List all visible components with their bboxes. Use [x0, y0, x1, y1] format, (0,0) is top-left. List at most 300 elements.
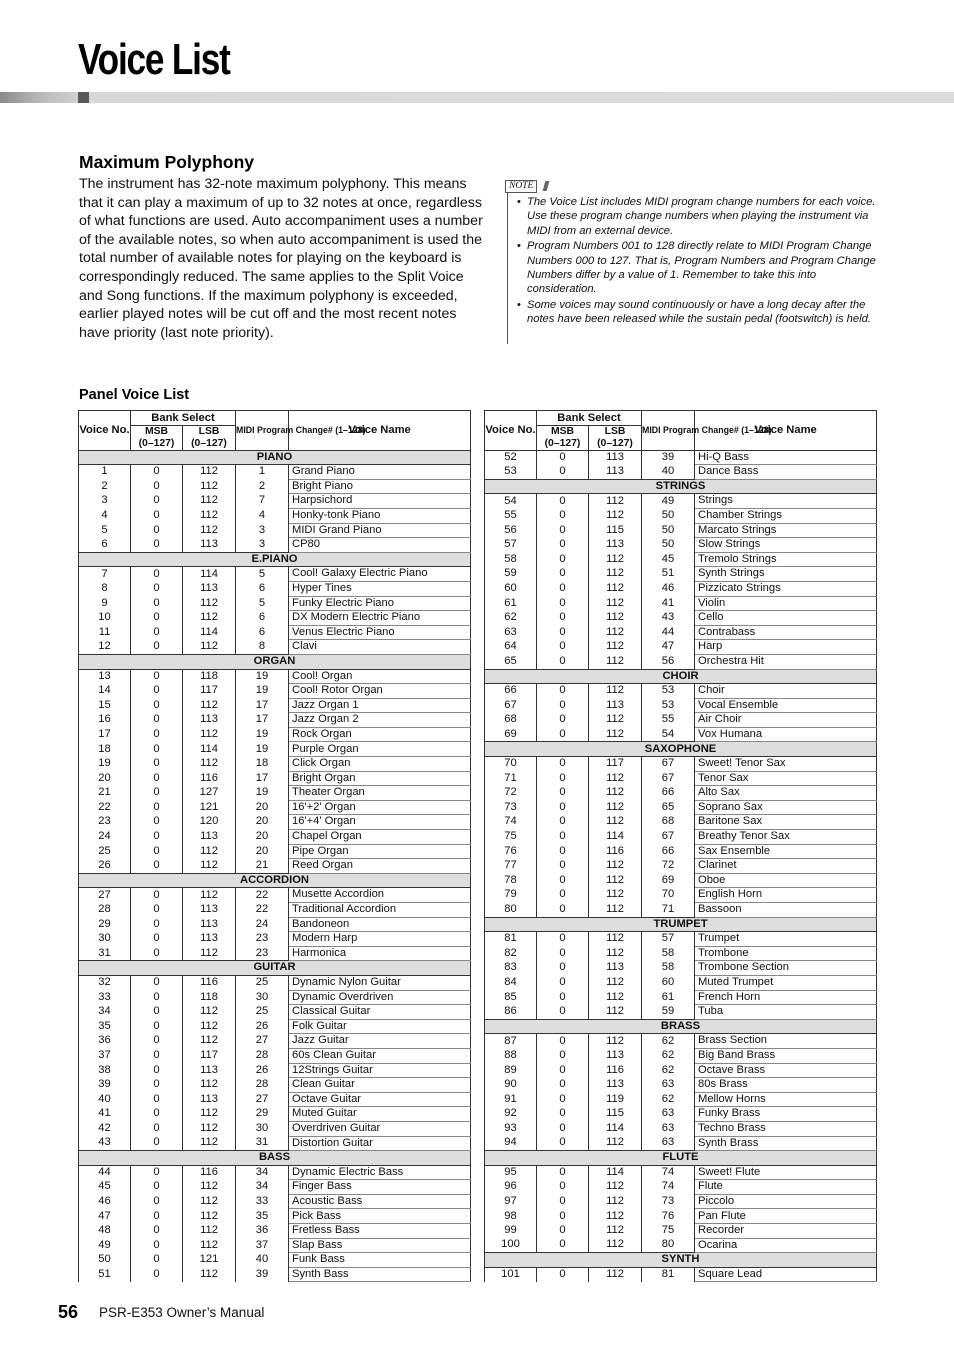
msb-cell: 0: [537, 654, 589, 669]
program-change-cell: 3: [236, 538, 289, 553]
lsb-cell: 112: [589, 611, 642, 626]
lsb-cell: 112: [589, 873, 642, 888]
program-change-cell: 34: [236, 1180, 289, 1195]
table-row: [79, 596, 471, 611]
voice-no-cell: 94: [485, 1136, 537, 1151]
table-row: [485, 625, 877, 640]
lsb-cell: 118: [183, 990, 236, 1005]
voice-name-cell: Muted Trumpet: [695, 975, 877, 990]
lsb-cell: 112: [183, 844, 236, 859]
voice-name-cell: Clavi: [289, 640, 471, 655]
lsb-cell: 113: [183, 1063, 236, 1078]
table-row: [79, 932, 471, 947]
table-row: [485, 698, 877, 713]
voice-name-cell: 16'+4' Organ: [289, 815, 471, 830]
voice-no-cell: 46: [79, 1194, 131, 1209]
msb-cell: 0: [537, 946, 589, 961]
midi-program-header: MIDI Program Change# (1–128): [642, 411, 695, 451]
voice-name-cell: Orchestra Hit: [695, 654, 877, 669]
lsb-cell: 114: [183, 742, 236, 757]
voice-no-cell: 57: [485, 538, 537, 553]
msb-cell: 0: [537, 713, 589, 728]
voice-no-cell: 99: [485, 1224, 537, 1239]
lsb-cell: 112: [183, 508, 236, 523]
msb-cell: 0: [537, 1005, 589, 1020]
voice-no-cell: 85: [485, 990, 537, 1005]
voice-no-cell: 35: [79, 1019, 131, 1034]
voice-name-cell: Synth Bass: [289, 1267, 471, 1282]
program-change-cell: 17: [236, 771, 289, 786]
lsb-cell: 121: [183, 1253, 236, 1268]
program-change-cell: 53: [642, 684, 695, 699]
lsb-cell: 113: [183, 713, 236, 728]
lsb-cell: 112: [589, 1194, 642, 1209]
lsb-cell: 112: [589, 1034, 642, 1049]
msb-cell: 0: [131, 771, 183, 786]
bank-select-header: Bank Select: [131, 411, 236, 426]
voice-name-cell: English Horn: [695, 888, 877, 903]
voice-name-header: Voice Name: [289, 411, 471, 451]
lsb-cell: 114: [589, 1121, 642, 1136]
voice-no-cell: 5: [79, 523, 131, 538]
category-row: [485, 479, 877, 494]
msb-cell: 0: [131, 567, 183, 582]
voice-no-cell: 31: [79, 946, 131, 961]
voice-name-cell: Cool! Organ: [289, 669, 471, 684]
lsb-cell: 112: [183, 1078, 236, 1093]
voice-no-cell: 41: [79, 1107, 131, 1122]
category-label: GUITAR: [79, 961, 471, 976]
program-change-cell: 63: [642, 1107, 695, 1122]
table-row: [79, 1267, 471, 1282]
msb-cell: 0: [131, 611, 183, 626]
msb-cell: 0: [131, 1165, 183, 1180]
table-row: [79, 800, 471, 815]
program-change-cell: 2: [236, 479, 289, 494]
table-row: [485, 654, 877, 669]
lsb-cell: 114: [589, 1165, 642, 1180]
table-row: [485, 640, 877, 655]
msb-cell: 0: [537, 1224, 589, 1239]
voice-no-cell: 49: [79, 1238, 131, 1253]
category-row: [79, 450, 471, 465]
lsb-cell: 112: [589, 771, 642, 786]
msb-cell: 0: [131, 713, 183, 728]
note-box: [507, 180, 880, 344]
voice-no-cell: 51: [79, 1267, 131, 1282]
table-row: [485, 552, 877, 567]
voice-name-cell: Vocal Ensemble: [695, 698, 877, 713]
table-row: [485, 888, 877, 903]
msb-cell: 0: [131, 538, 183, 553]
voice-name-header: Voice Name: [695, 411, 877, 451]
table-row: [79, 1078, 471, 1093]
voice-no-cell: 101: [485, 1267, 537, 1282]
table-row: [79, 844, 471, 859]
voice-name-cell: Jazz Organ 1: [289, 698, 471, 713]
lsb-cell: 112: [589, 975, 642, 990]
program-change-cell: 18: [236, 757, 289, 772]
lsb-cell: 112: [589, 903, 642, 918]
program-change-cell: 19: [236, 727, 289, 742]
voice-name-cell: MIDI Grand Piano: [289, 523, 471, 538]
msb-cell: 0: [537, 611, 589, 626]
table-row: [79, 1136, 471, 1151]
program-change-cell: 67: [642, 771, 695, 786]
category-label: BASS: [79, 1151, 471, 1166]
lsb-cell: 113: [183, 538, 236, 553]
program-change-cell: 71: [642, 903, 695, 918]
lsb-cell: 112: [589, 888, 642, 903]
voice-name-cell: Hi-Q Bass: [695, 450, 877, 465]
program-change-cell: 61: [642, 990, 695, 1005]
table-row: [485, 903, 877, 918]
lsb-header: LSB (0–127): [589, 425, 642, 450]
program-change-cell: 4: [236, 508, 289, 523]
category-row: [79, 873, 471, 888]
lsb-cell: 116: [183, 975, 236, 990]
program-change-cell: 50: [642, 538, 695, 553]
lsb-cell: 112: [183, 1121, 236, 1136]
msb-cell: 0: [131, 917, 183, 932]
voice-name-cell: Recorder: [695, 1224, 877, 1239]
voice-name-cell: 60s Clean Guitar: [289, 1048, 471, 1063]
table-row: [485, 567, 877, 582]
msb-cell: 0: [131, 1092, 183, 1107]
program-change-cell: 62: [642, 1034, 695, 1049]
msb-cell: 0: [131, 815, 183, 830]
lsb-cell: 112: [183, 888, 236, 903]
lsb-cell: 112: [183, 1136, 236, 1151]
voice-no-cell: 90: [485, 1078, 537, 1093]
voice-no-cell: 50: [79, 1253, 131, 1268]
voice-no-cell: 58: [485, 552, 537, 567]
voice-table-left: [78, 410, 471, 1282]
msb-cell: 0: [131, 625, 183, 640]
program-change-cell: 20: [236, 800, 289, 815]
voice-no-cell: 82: [485, 946, 537, 961]
lsb-cell: 112: [589, 990, 642, 1005]
voice-no-cell: 96: [485, 1180, 537, 1195]
lsb-cell: 112: [183, 479, 236, 494]
voice-name-cell: Ocarina: [695, 1238, 877, 1253]
category-label: SAXOPHONE: [485, 742, 877, 757]
msb-cell: 0: [131, 669, 183, 684]
program-change-cell: 6: [236, 581, 289, 596]
lsb-cell: 112: [589, 713, 642, 728]
msb-cell: 0: [131, 1063, 183, 1078]
voice-no-cell: 39: [79, 1078, 131, 1093]
table-row: [485, 713, 877, 728]
program-change-cell: 5: [236, 596, 289, 611]
program-change-cell: 36: [236, 1224, 289, 1239]
lsb-cell: 114: [589, 830, 642, 845]
table-row: [79, 742, 471, 757]
msb-cell: 0: [537, 800, 589, 815]
note-item: • Some voices may sound continuously or have a long decay after the notes have been released while the sustain pedal (footswitch) is held.: [516, 298, 884, 327]
program-change-cell: 6: [236, 611, 289, 626]
program-change-cell: 65: [642, 800, 695, 815]
table-row: [79, 1238, 471, 1253]
table-row: [485, 523, 877, 538]
msb-cell: 0: [537, 1180, 589, 1195]
voice-no-cell: 16: [79, 713, 131, 728]
voice-name-cell: Marcato Strings: [695, 523, 877, 538]
program-change-cell: 17: [236, 713, 289, 728]
category-row: [79, 961, 471, 976]
voice-name-cell: Finger Bass: [289, 1180, 471, 1195]
voice-no-cell: 93: [485, 1121, 537, 1136]
msb-cell: 0: [131, 830, 183, 845]
voice-name-cell: Venus Electric Piano: [289, 625, 471, 640]
voice-name-cell: Sax Ensemble: [695, 844, 877, 859]
msb-cell: 0: [537, 523, 589, 538]
table-row: [79, 567, 471, 582]
program-change-cell: 19: [236, 742, 289, 757]
voice-name-cell: Chamber Strings: [695, 508, 877, 523]
voice-name-cell: DX Modern Electric Piano: [289, 611, 471, 626]
program-change-cell: 50: [642, 523, 695, 538]
note-tag: NOTE: [505, 180, 537, 193]
program-change-cell: 23: [236, 946, 289, 961]
voice-name-cell: Funky Electric Piano: [289, 596, 471, 611]
msb-cell: 0: [537, 1048, 589, 1063]
lsb-cell: 112: [589, 1224, 642, 1239]
table-row: [79, 917, 471, 932]
msb-cell: 0: [537, 873, 589, 888]
msb-cell: 0: [537, 859, 589, 874]
program-change-cell: 20: [236, 844, 289, 859]
table-row: [485, 1092, 877, 1107]
voice-name-cell: Slow Strings: [695, 538, 877, 553]
voice-no-cell: 79: [485, 888, 537, 903]
voice-name-cell: Trumpet: [695, 932, 877, 947]
lsb-cell: 112: [589, 552, 642, 567]
lsb-cell: 115: [589, 1107, 642, 1122]
lsb-cell: 112: [183, 465, 236, 480]
panel-voice-list-heading: Panel Voice List: [79, 387, 190, 403]
table-row: [79, 1048, 471, 1063]
lsb-cell: 113: [183, 917, 236, 932]
voice-name-cell: Octave Brass: [695, 1063, 877, 1078]
voice-name-cell: Big Band Brass: [695, 1048, 877, 1063]
voice-no-cell: 28: [79, 903, 131, 918]
msb-cell: 0: [537, 844, 589, 859]
table-row: [485, 961, 877, 976]
lsb-cell: 112: [183, 1005, 236, 1020]
voice-no-cell: 62: [485, 611, 537, 626]
table-row: [485, 684, 877, 699]
table-row: [485, 815, 877, 830]
msb-cell: 0: [537, 552, 589, 567]
table-row: [485, 771, 877, 786]
voice-no-cell: 1: [79, 465, 131, 480]
voice-name-cell: Bandoneon: [289, 917, 471, 932]
lsb-cell: 112: [183, 1238, 236, 1253]
category-row: [485, 917, 877, 932]
voice-no-cell: 80: [485, 903, 537, 918]
msb-cell: 0: [131, 1180, 183, 1195]
voice-no-cell: 63: [485, 625, 537, 640]
lsb-cell: 120: [183, 815, 236, 830]
voice-no-cell: 17: [79, 727, 131, 742]
lsb-cell: 113: [589, 698, 642, 713]
table-row: [485, 1078, 877, 1093]
voice-no-cell: 55: [485, 508, 537, 523]
msb-cell: 0: [131, 1034, 183, 1049]
voice-no-cell: 14: [79, 684, 131, 699]
lsb-cell: 112: [183, 698, 236, 713]
program-change-cell: 22: [236, 903, 289, 918]
lsb-cell: 117: [183, 684, 236, 699]
voice-no-header: Voice No.: [485, 411, 537, 451]
voice-name-cell: Funk Bass: [289, 1253, 471, 1268]
program-change-cell: 3: [236, 523, 289, 538]
program-change-cell: 6: [236, 625, 289, 640]
table-row: [79, 757, 471, 772]
voice-no-cell: 56: [485, 523, 537, 538]
voice-name-cell: Harpsichord: [289, 494, 471, 509]
voice-no-cell: 95: [485, 1165, 537, 1180]
voice-no-cell: 87: [485, 1034, 537, 1049]
table-row: [79, 698, 471, 713]
category-label: TRUMPET: [485, 917, 877, 932]
voice-no-cell: 22: [79, 800, 131, 815]
msb-cell: 0: [537, 903, 589, 918]
msb-cell: 0: [537, 1078, 589, 1093]
program-change-cell: 81: [642, 1267, 695, 1282]
lsb-cell: 116: [183, 771, 236, 786]
table-row: [79, 1034, 471, 1049]
voice-table-body: [485, 450, 877, 1282]
program-change-cell: 80: [642, 1238, 695, 1253]
voice-name-cell: Dynamic Nylon Guitar: [289, 975, 471, 990]
category-row: [485, 1019, 877, 1034]
table-row: [485, 465, 877, 480]
manual-title: PSR-E353 Owner’s Manual: [99, 1305, 265, 1320]
msb-cell: 0: [131, 946, 183, 961]
program-change-cell: 63: [642, 1136, 695, 1151]
msb-cell: 0: [131, 494, 183, 509]
voice-no-cell: 60: [485, 581, 537, 596]
category-label: BRASS: [485, 1019, 877, 1034]
voice-name-cell: Trombone Section: [695, 961, 877, 976]
lsb-cell: 112: [183, 1107, 236, 1122]
voice-no-cell: 11: [79, 625, 131, 640]
msb-cell: 0: [131, 1136, 183, 1151]
lsb-cell: 119: [589, 1092, 642, 1107]
msb-cell: 0: [537, 1267, 589, 1282]
program-change-cell: 67: [642, 757, 695, 772]
lsb-cell: 113: [589, 450, 642, 465]
voice-name-cell: Contrabass: [695, 625, 877, 640]
category-label: FLUTE: [485, 1151, 877, 1166]
voice-no-cell: 69: [485, 727, 537, 742]
program-change-cell: 19: [236, 684, 289, 699]
voice-name-cell: Click Organ: [289, 757, 471, 772]
voice-name-cell: Modern Harp: [289, 932, 471, 947]
voice-no-cell: 23: [79, 815, 131, 830]
voice-no-cell: 59: [485, 567, 537, 582]
voice-no-cell: 12: [79, 640, 131, 655]
program-change-cell: 20: [236, 830, 289, 845]
voice-name-cell: Trombone: [695, 946, 877, 961]
voice-no-cell: 36: [79, 1034, 131, 1049]
msb-cell: 0: [537, 932, 589, 947]
program-change-cell: 30: [236, 1121, 289, 1136]
msb-cell: 0: [537, 1165, 589, 1180]
page-title: Voice List: [78, 35, 230, 84]
voice-name-cell: Chapel Organ: [289, 830, 471, 845]
msb-cell: 0: [537, 1194, 589, 1209]
table-row: [79, 1005, 471, 1020]
msb-cell: 0: [131, 975, 183, 990]
program-change-cell: 62: [642, 1092, 695, 1107]
msb-cell: 0: [537, 538, 589, 553]
voice-no-cell: 91: [485, 1092, 537, 1107]
category-label: PIANO: [79, 450, 471, 465]
voice-name-cell: Muted Guitar: [289, 1107, 471, 1122]
table-row: [485, 946, 877, 961]
program-change-cell: 17: [236, 698, 289, 713]
voice-name-cell: 80s Brass: [695, 1078, 877, 1093]
program-change-cell: 63: [642, 1121, 695, 1136]
lsb-cell: 113: [183, 903, 236, 918]
category-label: ACCORDION: [79, 873, 471, 888]
msb-cell: 0: [537, 625, 589, 640]
program-change-cell: 7: [236, 494, 289, 509]
voice-name-cell: Tuba: [695, 1005, 877, 1020]
program-change-cell: 70: [642, 888, 695, 903]
table-row: [79, 903, 471, 918]
program-change-cell: 19: [236, 669, 289, 684]
voice-name-cell: Hyper Tines: [289, 581, 471, 596]
category-label: SYNTH: [485, 1253, 877, 1268]
voice-no-cell: 19: [79, 757, 131, 772]
voice-name-cell: Dynamic Overdriven: [289, 990, 471, 1005]
lsb-cell: 112: [589, 596, 642, 611]
program-change-cell: 5: [236, 567, 289, 582]
msb-cell: 0: [537, 1136, 589, 1151]
category-row: [485, 1151, 877, 1166]
voice-name-cell: Cool! Galaxy Electric Piano: [289, 567, 471, 582]
voice-no-cell: 98: [485, 1209, 537, 1224]
msb-cell: 0: [537, 1034, 589, 1049]
program-change-cell: 40: [236, 1253, 289, 1268]
voice-name-cell: Jazz Guitar: [289, 1034, 471, 1049]
table-row: [79, 1107, 471, 1122]
category-row: [485, 669, 877, 684]
lsb-cell: 121: [183, 800, 236, 815]
voice-no-cell: 47: [79, 1209, 131, 1224]
program-change-cell: 28: [236, 1078, 289, 1093]
msb-cell: 0: [131, 757, 183, 772]
msb-cell: 0: [537, 990, 589, 1005]
voice-no-cell: 97: [485, 1194, 537, 1209]
table-row: [79, 990, 471, 1005]
program-change-cell: 59: [642, 1005, 695, 1020]
msb-cell: 0: [131, 1048, 183, 1063]
lsb-cell: 112: [589, 684, 642, 699]
table-row: [79, 859, 471, 874]
voice-name-cell: Soprano Sax: [695, 800, 877, 815]
table-row: [485, 1238, 877, 1253]
polyphony-paragraph: The instrument has 32-note maximum polyphony. This means that it can play a maximum of up to 32 notes at once, regardless of what functions are used. Auto accompaniment uses a number of the available notes, so when auto accompaniment is used the total number of available notes for playing on the keyboard is correspondingly reduced. The same applies to the Split Voice and Song functions. If the maximum polyphony is exceeded, earlier played notes will be cut off and the most recent notes have priority (last note priority).: [79, 176, 483, 341]
voice-name-cell: Harmonica: [289, 946, 471, 961]
voice-name-cell: 16'+2' Organ: [289, 800, 471, 815]
lsb-cell: 117: [183, 1048, 236, 1063]
msb-cell: 0: [537, 684, 589, 699]
